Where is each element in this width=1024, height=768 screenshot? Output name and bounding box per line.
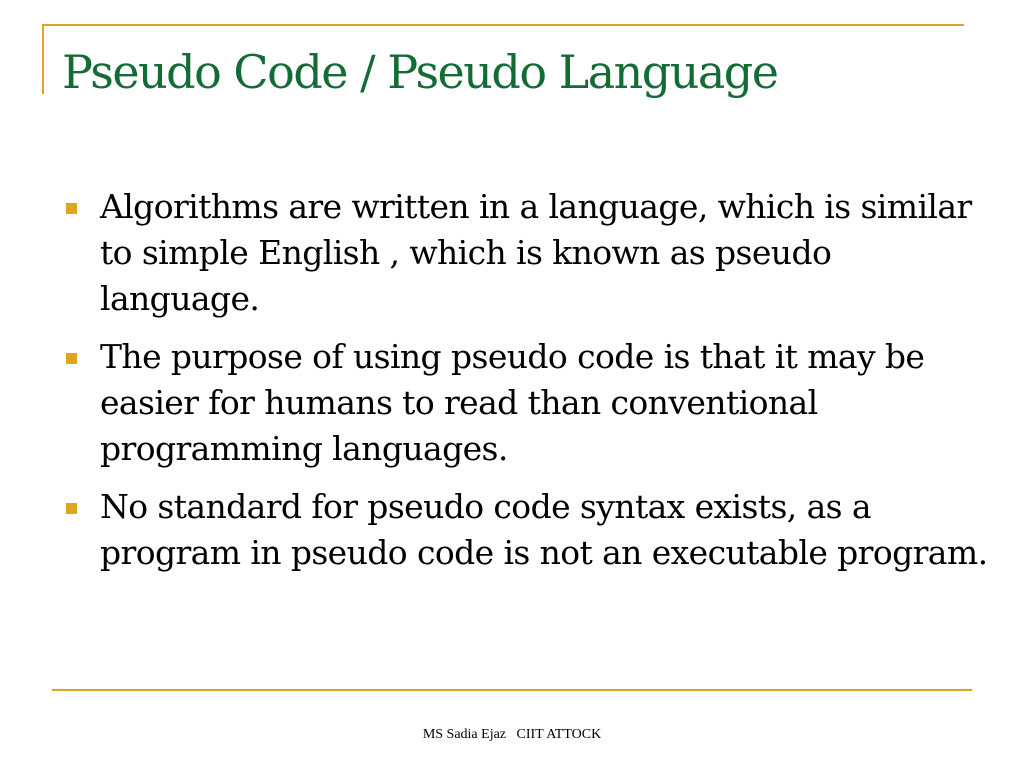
bullet-list [60, 184, 990, 588]
title-frame-top-line [42, 24, 964, 26]
bullet-item [60, 334, 990, 472]
bullet-item [60, 484, 990, 576]
slide-title: Pseudo Code / Pseudo Language [62, 45, 778, 99]
square-bullet-icon [66, 353, 77, 364]
square-bullet-icon [66, 503, 77, 514]
footer-divider [52, 689, 972, 691]
square-bullet-icon [66, 203, 77, 214]
bullet-text: Algorithms are written in a language, which is similar to simple English , which is known as pseudo language. [100, 187, 972, 318]
slide-footer: MS Sadia Ejaz CIIT ATTOCK [422, 727, 602, 742]
bullet-text: The purpose of using pseudo code is that it may be easier for humans to read than conventional programming languages. [100, 337, 925, 468]
bullet-text: No standard for pseudo code syntax exists, as a program in pseudo code is not an executable program. [100, 487, 988, 572]
title-frame-left-line [42, 24, 44, 94]
bullet-item [60, 184, 990, 322]
